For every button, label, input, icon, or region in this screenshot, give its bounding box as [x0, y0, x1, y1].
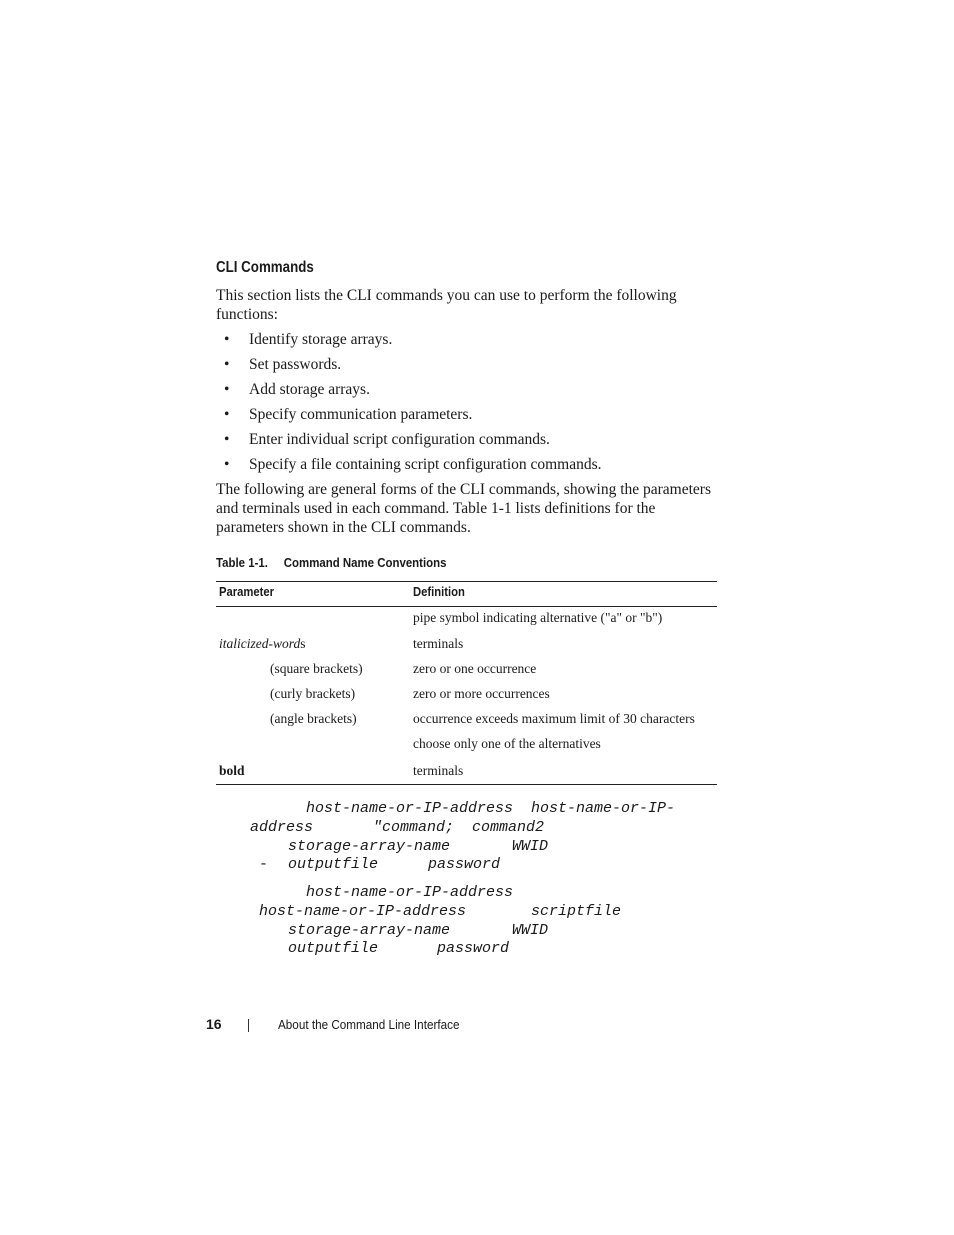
table-row-parameter: italicized-words — [219, 636, 306, 651]
table-bottom-rule — [216, 784, 717, 785]
table-row-definition: choose only one of the alternatives — [413, 736, 601, 751]
code-block2-line1: host-name-or-IP-address — [306, 884, 514, 901]
table-header-rule — [216, 606, 717, 607]
code-block2-line2b: scriptfile — [531, 903, 622, 920]
code-block2-line4a: outputfile — [288, 940, 379, 957]
list-item-text: Set passwords. — [249, 356, 342, 373]
page-number: 16 — [206, 1016, 222, 1032]
list-item-text: Identify storage arrays. — [249, 331, 393, 348]
bullet-icon: • — [224, 456, 230, 473]
table-caption-label: Table 1-1. — [216, 555, 268, 570]
code-block2-line3b: WWID — [512, 922, 549, 939]
table-caption-title: Command Name Conventions — [283, 555, 447, 570]
bullet-icon: • — [224, 331, 230, 348]
header-parameter: Parameter — [219, 585, 275, 599]
table-row-parameter: (angle brackets) — [270, 711, 357, 726]
table-row-definition: terminals — [413, 763, 464, 778]
code-block1-line2b: "command; command2 — [373, 819, 545, 836]
code-block1-line3b: WWID — [512, 838, 549, 855]
list-item — [216, 380, 716, 405]
code-block1-dash: - — [259, 856, 269, 873]
bullet-icon: • — [224, 356, 230, 373]
functions-list — [216, 330, 716, 480]
list-item-text: Enter individual script configuration commands. — [249, 431, 550, 448]
header-definition: Definition — [413, 585, 465, 599]
list-item — [216, 405, 716, 430]
list-item — [216, 455, 716, 480]
table-row-definition: terminals — [413, 636, 464, 651]
section-heading: CLI Commands — [216, 259, 314, 276]
code-block2-line3a: storage-array-name — [288, 922, 451, 939]
code-block1-line4a: outputfile — [288, 856, 379, 873]
intro-paragraph: This section lists the CLI commands you can use to perform the following functions: — [216, 287, 677, 323]
table-row-definition: zero or more occurrences — [413, 686, 550, 701]
table-row-definition: occurrence exceeds maximum limit of 30 characters — [413, 711, 695, 726]
list-item-text: Add storage arrays. — [249, 381, 370, 398]
code-block1-line3a: storage-array-name — [288, 838, 451, 855]
bullet-icon: • — [224, 406, 230, 423]
table-row-definition: pipe symbol indicating alternative ("a" or "b") — [413, 610, 663, 625]
outro-paragraph: The following are general forms of the CLI commands, showing the parameters and terminals used in each command. Table 1-1 lists definitions for the parameters shown in the CLI commands. — [216, 481, 711, 536]
code-block1-line1: host-name-or-IP-address host-name-or-IP- — [306, 800, 676, 817]
list-item-text: Specify communication parameters. — [249, 406, 473, 423]
list-item — [216, 430, 716, 455]
list-item-text: Specify a file containing script configuration commands. — [249, 456, 602, 473]
code-block2-line2a: host-name-or-IP-address — [259, 903, 467, 920]
code-block2-line4b: password — [437, 940, 510, 957]
chapter-title: About the Command Line Interface — [278, 1017, 460, 1032]
code-block1-line4b: password — [428, 856, 501, 873]
table-row-parameter: (square brackets) — [270, 661, 363, 676]
table-row-parameter: (curly brackets) — [270, 686, 356, 701]
bullet-icon: • — [224, 431, 230, 448]
table-row-definition: zero or one occurrence — [413, 661, 537, 676]
footer-separator — [248, 1019, 249, 1032]
table-top-rule — [216, 581, 717, 582]
table-caption — [216, 555, 447, 570]
list-item — [216, 355, 716, 380]
list-item — [216, 330, 716, 355]
code-block1-line2a: address — [250, 819, 314, 836]
bullet-icon: • — [224, 381, 230, 398]
table-row-parameter: bold — [219, 763, 245, 778]
